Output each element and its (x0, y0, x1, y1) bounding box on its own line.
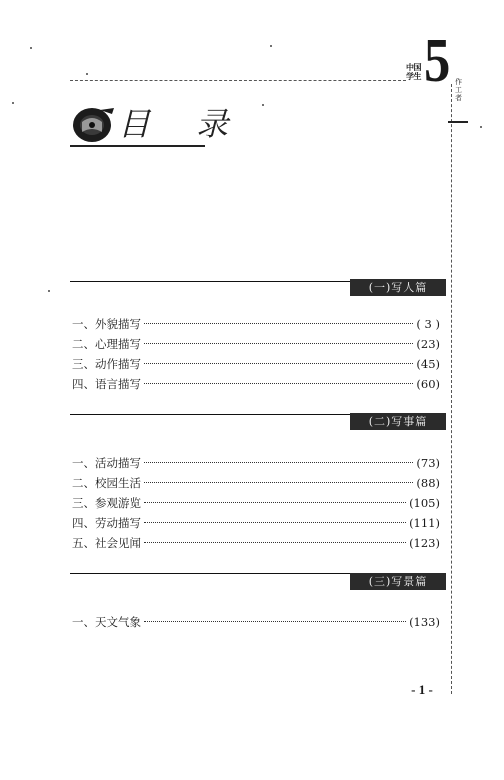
scan-speck (30, 47, 32, 49)
toc-entry[interactable] (72, 474, 440, 492)
section-badge: (二)写事篇 (350, 413, 446, 430)
dot-leader (144, 542, 406, 543)
toc-entry-page: (88) (416, 476, 440, 490)
scan-speck (48, 290, 50, 292)
toc-entry-page: (123) (409, 536, 440, 550)
book-emblem-icon (70, 104, 116, 144)
brand-number: 5 (424, 27, 451, 95)
toc-entry-title: 五、社会见闻 (72, 536, 141, 550)
toc-entry-title: 一、外貌描写 (72, 317, 141, 331)
toc-entry-title: 二、心理描写 (72, 337, 141, 351)
toc-entry-page: ( 3 ) (416, 317, 440, 331)
toc-entry[interactable] (72, 534, 440, 552)
section-badge: (一)写人篇 (350, 279, 446, 296)
toc-entry[interactable] (72, 613, 440, 631)
dot-leader (144, 323, 413, 324)
toc-entry-title: 二、校园生活 (72, 476, 141, 490)
brand-bar (448, 121, 468, 123)
toc-entry-title: 四、语言描写 (72, 377, 141, 391)
dot-leader (144, 383, 413, 384)
brand-side-label: 作工者 (455, 78, 462, 102)
toc-entry-page: (73) (416, 456, 440, 470)
page-number: - 1 - (411, 682, 433, 697)
toc-entry[interactable] (72, 315, 440, 333)
dot-leader (144, 522, 406, 523)
toc-entry-page: (23) (416, 337, 440, 351)
toc-entry-page: (133) (409, 615, 440, 629)
toc-entry-title: 一、天文气象 (72, 615, 141, 629)
toc-entry-page: (60) (416, 377, 440, 391)
toc-title-underline (70, 145, 205, 147)
margin-dashed-rule (451, 84, 452, 694)
scan-speck (262, 104, 264, 106)
toc-entry[interactable] (72, 355, 440, 373)
toc-entry-title: 三、参观游览 (72, 496, 141, 510)
dot-leader (144, 462, 413, 463)
dot-leader (144, 363, 413, 364)
brand-label-line1: 中国 (406, 63, 421, 72)
toc-entry-page: (105) (409, 496, 440, 510)
scan-speck (86, 73, 88, 75)
toc-entry-page: (111) (409, 516, 440, 530)
brand-label (406, 63, 421, 81)
toc-entry[interactable] (72, 375, 440, 393)
scan-speck (270, 45, 272, 47)
section-badge: (三)写景篇 (350, 573, 446, 590)
toc-entry-title: 三、动作描写 (72, 357, 141, 371)
scan-speck (12, 102, 14, 104)
toc-entry[interactable] (72, 454, 440, 472)
dot-leader (144, 343, 413, 344)
toc-entry[interactable] (72, 494, 440, 512)
toc-entry-page: (45) (416, 357, 440, 371)
scan-speck (480, 126, 482, 128)
toc-entry-title: 一、活动描写 (72, 456, 141, 470)
dot-leader (144, 502, 406, 503)
toc-entry[interactable] (72, 514, 440, 532)
toc-entry[interactable] (72, 335, 440, 353)
dot-leader (144, 482, 413, 483)
toc-title: 目 录 (118, 105, 247, 143)
dot-leader (144, 621, 406, 622)
brand-label-line2: 学生 (406, 72, 421, 81)
header-dashed-rule (70, 80, 406, 81)
toc-entry-title: 四、劳动描写 (72, 516, 141, 530)
